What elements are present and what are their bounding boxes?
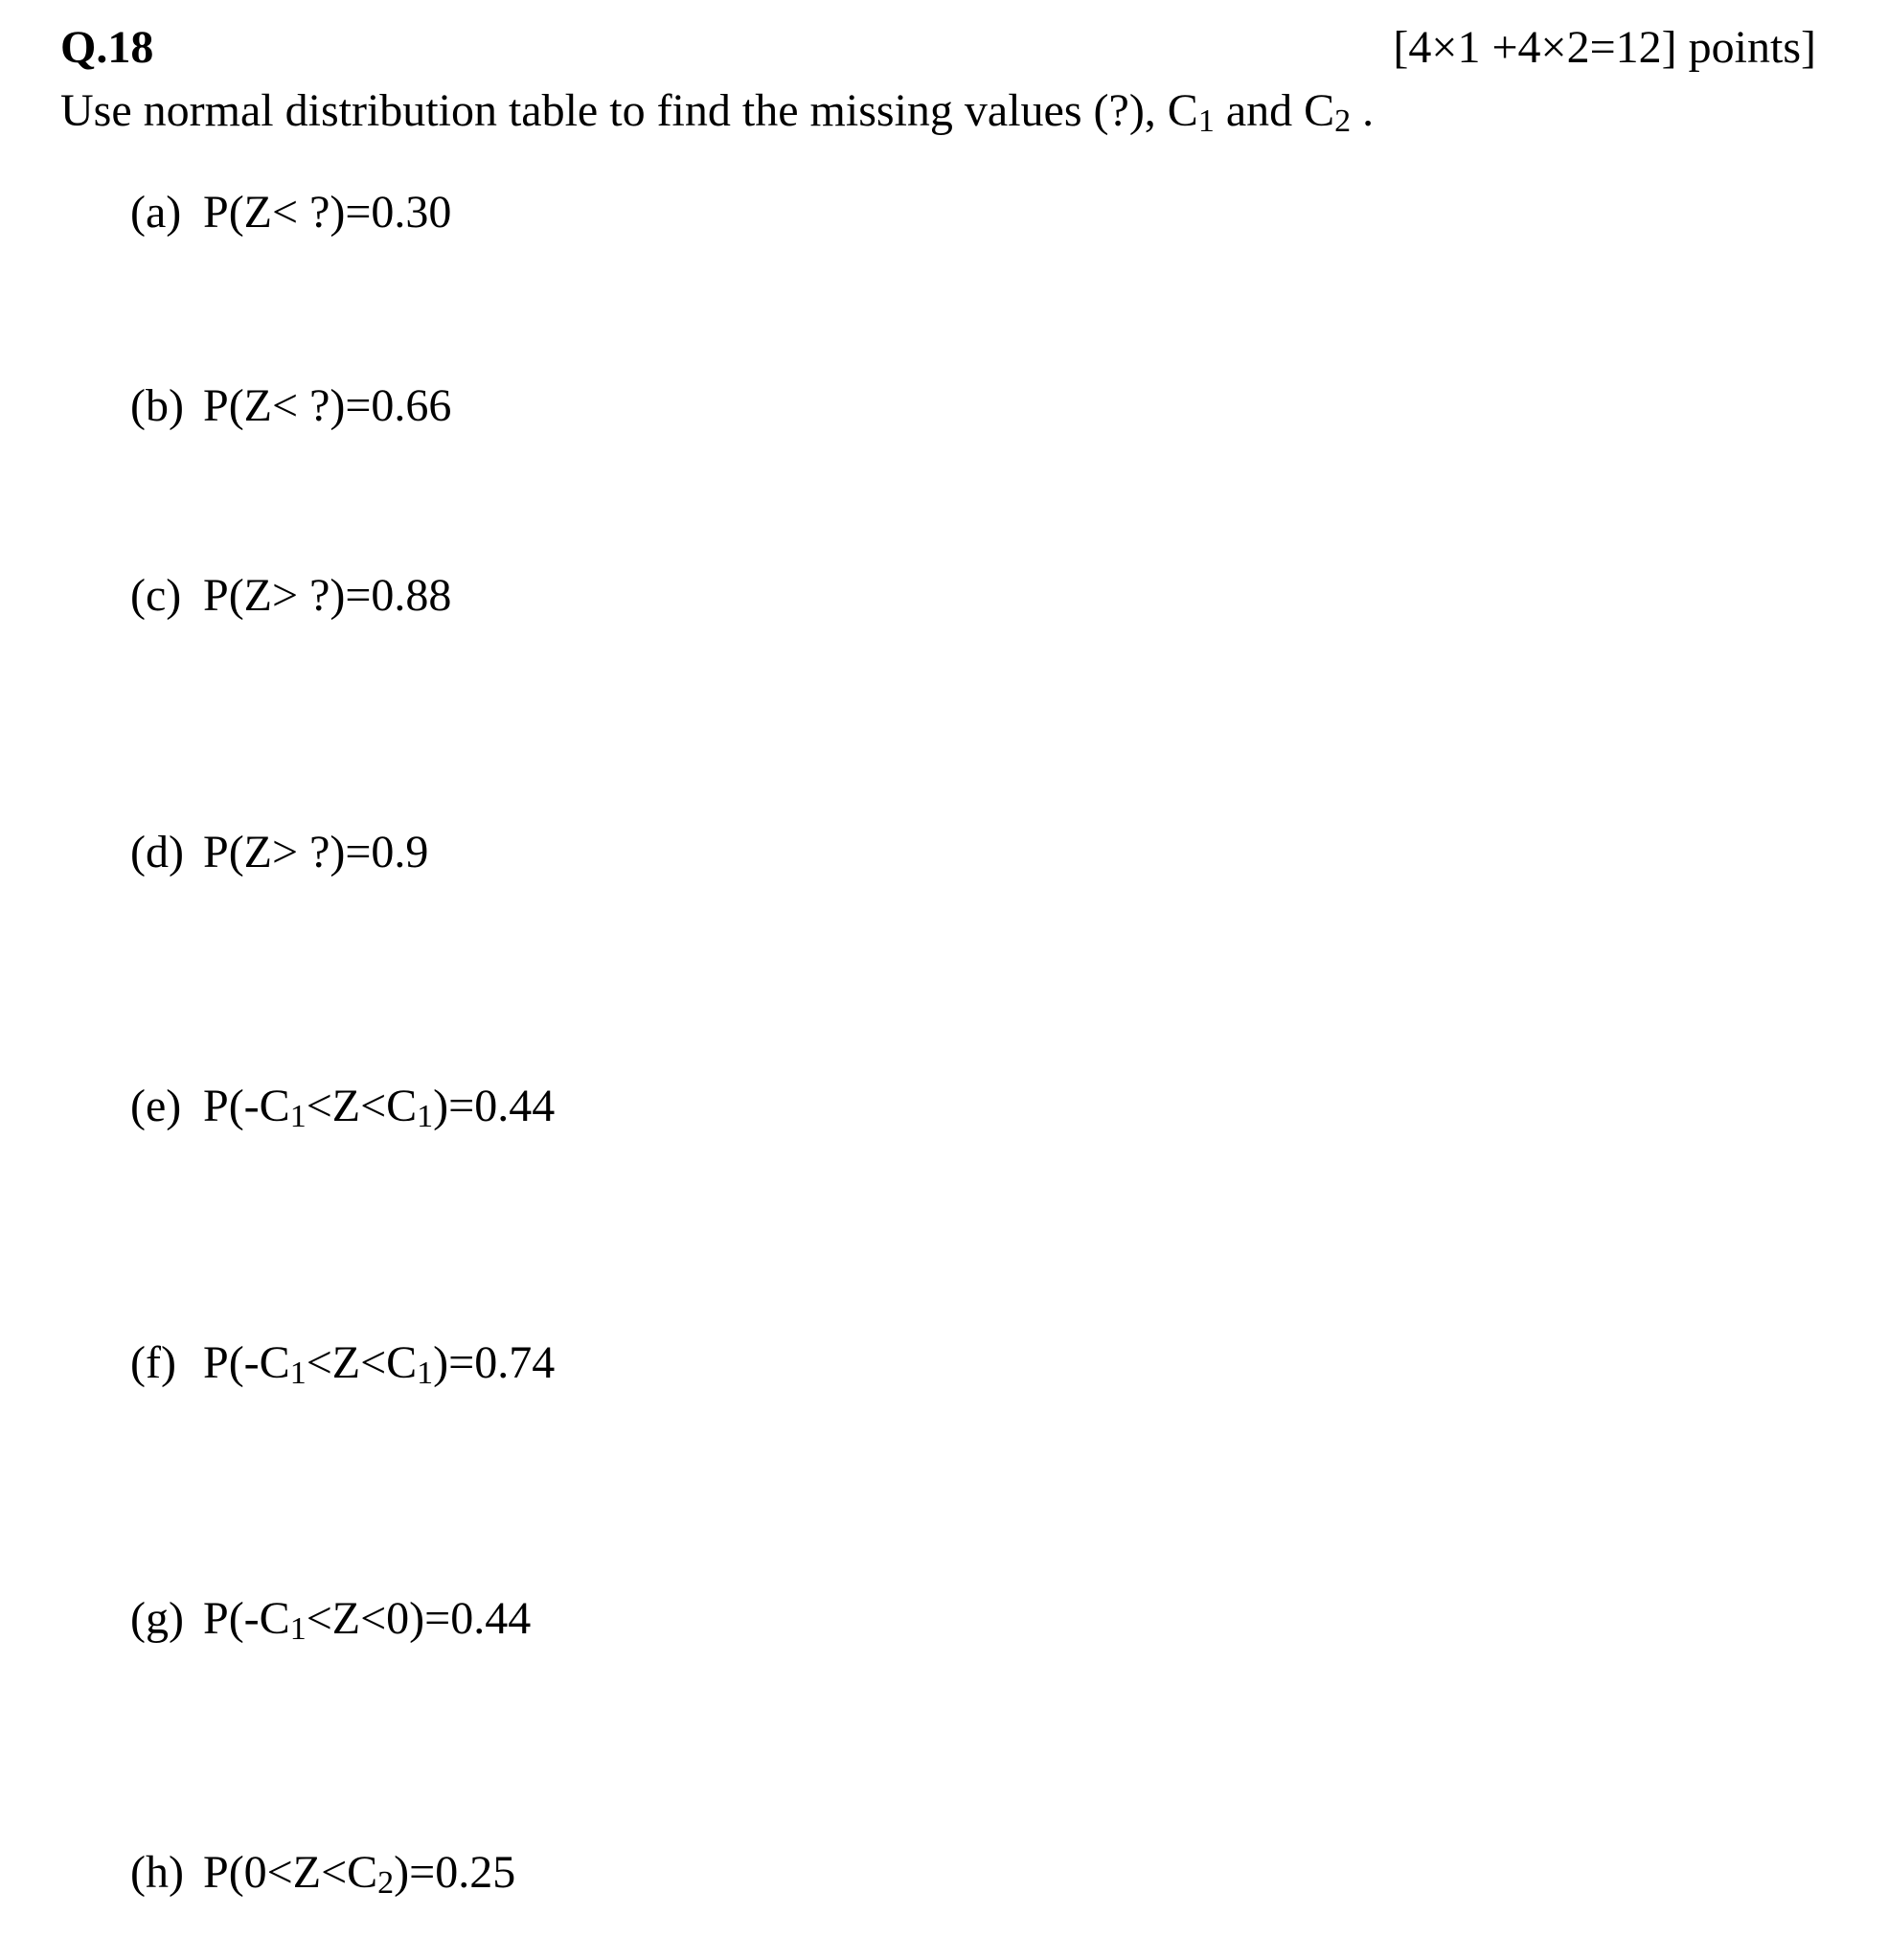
expression-part: P(-C xyxy=(203,1081,290,1131)
sub-question-d xyxy=(130,824,428,881)
expression-subscript: 1 xyxy=(289,1611,307,1647)
instruction-text: . xyxy=(1351,85,1375,136)
question-number: Q.18 xyxy=(60,22,154,73)
expression-part: P(-C xyxy=(203,1337,290,1388)
expression-part: <Z<C xyxy=(306,1081,418,1131)
sub-question-expression xyxy=(203,1334,555,1392)
sub-question-expression: P(Z> ?)=0.88 xyxy=(203,570,452,621)
question-instruction xyxy=(60,82,1374,140)
sub-question-g xyxy=(130,1590,531,1648)
sub-question-label: (d) xyxy=(130,827,184,877)
expression-part: P(-C xyxy=(203,1593,290,1644)
question-points: [4×1 +4×2=12] points] xyxy=(1393,22,1816,73)
sub-question-label: (f) xyxy=(130,1337,176,1388)
sub-question-expression: P(Z< ?)=0.30 xyxy=(203,187,452,238)
sub-question-label: (g) xyxy=(130,1593,184,1644)
sub-question-expression xyxy=(203,1078,555,1135)
instruction-text: and C xyxy=(1214,85,1335,136)
sub-question-expression: P(Z> ?)=0.9 xyxy=(203,827,429,877)
expression-part: )=0.25 xyxy=(394,1847,516,1898)
sub-question-expression: P(Z< ?)=0.66 xyxy=(203,380,452,431)
sub-question-label: (b) xyxy=(130,380,184,431)
expression-part: P(0<Z<C xyxy=(203,1847,378,1898)
expression-subscript: 2 xyxy=(377,1865,395,1901)
sub-question-label: (h) xyxy=(130,1847,184,1898)
expression-part: <Z<0)=0.44 xyxy=(306,1593,532,1644)
expression-subscript: 1 xyxy=(289,1356,307,1391)
sub-question-h xyxy=(130,1844,515,1902)
instruction-text: Use normal distribution table to find the missing values (?), C xyxy=(60,85,1198,136)
instruction-subscript: 1 xyxy=(1197,103,1215,139)
sub-question-f xyxy=(130,1334,555,1392)
expression-subscript: 1 xyxy=(289,1099,307,1134)
expression-subscript: 1 xyxy=(417,1356,434,1391)
expression-part: )=0.44 xyxy=(433,1081,556,1131)
sub-question-label: (a) xyxy=(130,187,182,238)
sub-question-b xyxy=(130,377,451,435)
sub-question-a xyxy=(130,184,451,241)
expression-subscript: 1 xyxy=(417,1099,434,1134)
sub-question-label: (c) xyxy=(130,570,182,621)
instruction-subscript: 2 xyxy=(1334,103,1352,139)
expression-part: <Z<C xyxy=(306,1337,418,1388)
sub-question-expression xyxy=(203,1844,515,1902)
sub-question-expression xyxy=(203,1590,531,1648)
expression-part: )=0.74 xyxy=(433,1337,556,1388)
sub-question-e xyxy=(130,1078,555,1135)
sub-question-label: (e) xyxy=(130,1081,182,1131)
sub-question-c xyxy=(130,567,451,625)
